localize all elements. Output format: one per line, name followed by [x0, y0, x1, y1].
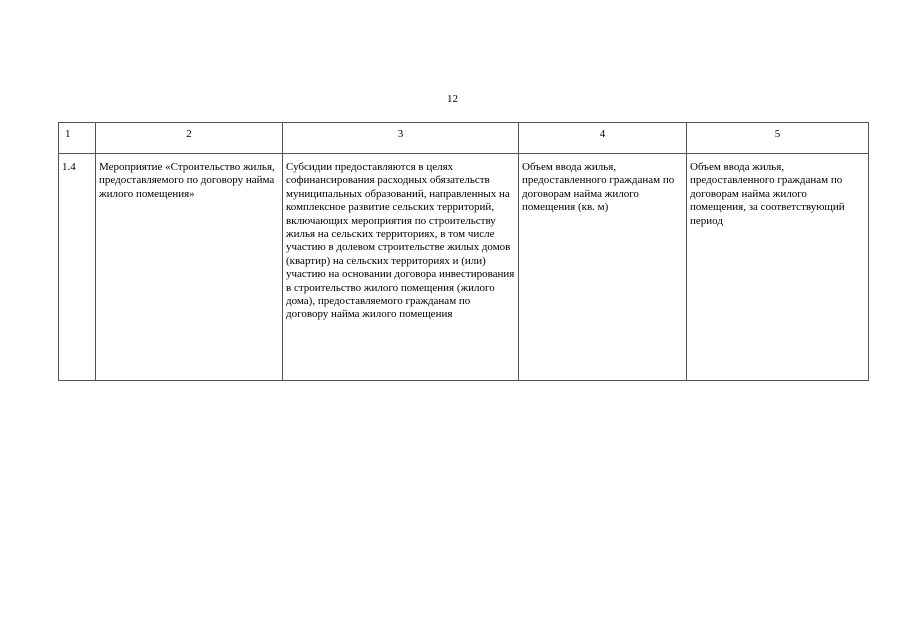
table-header	[59, 123, 869, 154]
table-row	[59, 154, 869, 381]
table-body	[59, 154, 869, 381]
indicator-definition-cell: Объем ввода жилья, предоставленного гражданам по договорам найма жилого помещения, за соответствующий период	[687, 154, 869, 381]
event-name-cell: Мероприятие «Строительство жилья, предоставляемого по договору найма жилого помещения»	[96, 154, 283, 381]
column-header-3: 3	[283, 123, 519, 154]
header-row	[59, 123, 869, 154]
row-number-cell: 1.4	[59, 154, 96, 381]
column-header-1: 1	[59, 123, 96, 154]
indicator-name-cell: Объем ввода жилья, предоставленного гражданам по договорам найма жилого помещения (кв. м)	[519, 154, 687, 381]
indicators-table	[58, 122, 869, 381]
page-number: 12	[447, 93, 458, 105]
column-header-5: 5	[687, 123, 869, 154]
column-header-2: 2	[96, 123, 283, 154]
event-description-cell: Субсидии предоставляются в целях софинансирования расходных обязательств муниципальных образований, направленных на комплексное развитие сельских территорий, включающих мероприятия по строительству жилья на сельских территориях, в том числе участию в долевом строительстве жилых домов (квартир) на сельских территориях и (или) участию на основании договора инвестирования в строительство жилого помещения (жилого дома), предоставляемого гражданам по договору найма жилого помещения	[283, 154, 519, 381]
column-header-4: 4	[519, 123, 687, 154]
